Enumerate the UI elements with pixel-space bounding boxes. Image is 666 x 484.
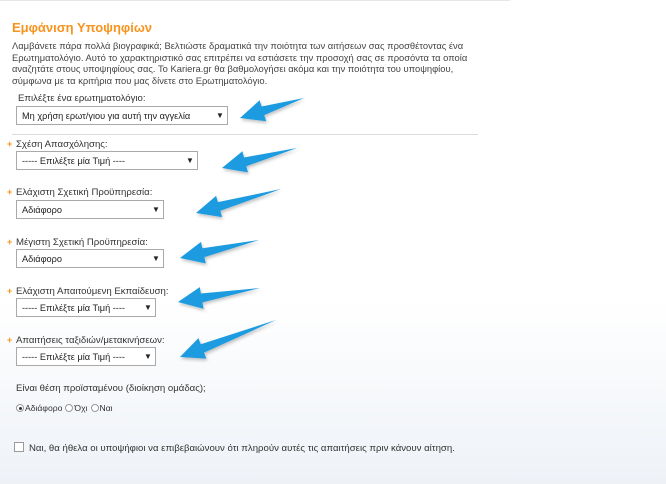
radio-button[interactable] — [65, 404, 73, 412]
questionnaire-select[interactable] — [16, 106, 228, 125]
radio-label: Αδιάφορο — [25, 403, 63, 413]
caret-down-icon: ▼ — [186, 156, 194, 165]
arrow-annotation-icon — [180, 240, 259, 263]
caret-down-icon: ▼ — [152, 205, 160, 214]
caret-down-icon: ▼ — [152, 254, 160, 263]
divider — [12, 134, 478, 135]
top-divider — [0, 0, 510, 1]
arrow-annotation-icon — [222, 148, 297, 172]
employment-label: Σχέση Απασχόλησης: — [16, 139, 108, 150]
min-experience-select-value: Αδιάφορο — [22, 204, 62, 215]
manager-radio-group — [16, 403, 116, 413]
max-experience-select-value: Αδιάφορο — [22, 253, 62, 264]
min-education-select[interactable] — [16, 298, 156, 317]
required-marker: + — [7, 286, 13, 296]
caret-down-icon: ▼ — [144, 303, 152, 312]
manager-question: Είναι θέση προϊσταμένου (διοίκηση ομάδας); — [16, 383, 206, 394]
section-title: Εμφάνιση Υποψηφίων — [12, 20, 153, 35]
travel-label: Απαιτήσεις ταξιδιών/μετακινήσεων: — [16, 335, 165, 346]
required-marker: + — [7, 187, 13, 197]
radio-option-indifferent[interactable] — [16, 403, 62, 413]
travel-select[interactable] — [16, 347, 156, 366]
required-marker: + — [7, 335, 13, 345]
radio-button[interactable] — [91, 404, 99, 412]
min-education-label: Ελάχιστη Απαιτούμενη Εκπαίδευση: — [16, 286, 169, 297]
min-experience-label: Ελάχιστη Σχετική Προϋπηρεσία: — [16, 187, 153, 198]
radio-button[interactable] — [16, 404, 24, 412]
required-marker: + — [7, 139, 13, 149]
arrow-annotation-icon — [240, 98, 304, 121]
section-description: Λαμβάνετε πάρα πολλά βιογραφικά; Βελτιώστε δραματικά την ποιότητα των αιτήσεων σας προσθέτοντας ένα Ερωτηματολόγιο. Αυτό το χαρακτηριστικό σας επιτρέπει να εστιάσετε την προσοχή σας σε προσόντα τα οποία αναζητάτε στους υποψηφίους σας. Το Kariera.gr θα βαθμολογήσει ακόμα και την ποιότητα του υποψηφίου, σύμφωνα με τα κριτήρια που μας δίνετε στο Ερωτηματολόγιο. — [12, 40, 468, 86]
confirm-checkbox[interactable] — [14, 442, 24, 452]
caret-down-icon: ▼ — [216, 111, 224, 120]
confirm-checkbox-label: Ναι, θα ήθελα οι υποψήφιοι να επιβεβαιώνουν ότι πληρούν αυτές τις απαιτήσεις πριν κάνουν αίτηση. — [29, 443, 455, 454]
caret-down-icon: ▼ — [144, 352, 152, 361]
max-experience-select[interactable] — [16, 249, 164, 268]
min-experience-select[interactable] — [16, 200, 164, 219]
questionnaire-label: Επιλέξτε ένα ερωτηματολόγιο: — [18, 93, 146, 104]
max-experience-label: Μέγιστη Σχετική Προϋπηρεσία: — [16, 237, 148, 248]
travel-select-value: ----- Επιλέξτε μία Τιμή ---- — [22, 351, 125, 362]
radio-label: Ναι — [99, 403, 113, 413]
employment-select-value: ----- Επιλέξτε μία Τιμή ---- — [22, 155, 125, 166]
radio-option-no[interactable] — [65, 403, 87, 413]
min-education-select-value: ----- Επιλέξτε μία Τιμή ---- — [22, 302, 125, 313]
employment-select[interactable] — [16, 151, 198, 170]
required-marker: + — [7, 237, 13, 247]
arrow-annotation-icon — [196, 189, 281, 217]
questionnaire-select-value: Μη χρήση ερωτ/γιου για αυτή την αγγελία — [22, 110, 191, 121]
radio-option-yes[interactable] — [91, 403, 113, 413]
radio-label: Όχι — [74, 403, 88, 413]
